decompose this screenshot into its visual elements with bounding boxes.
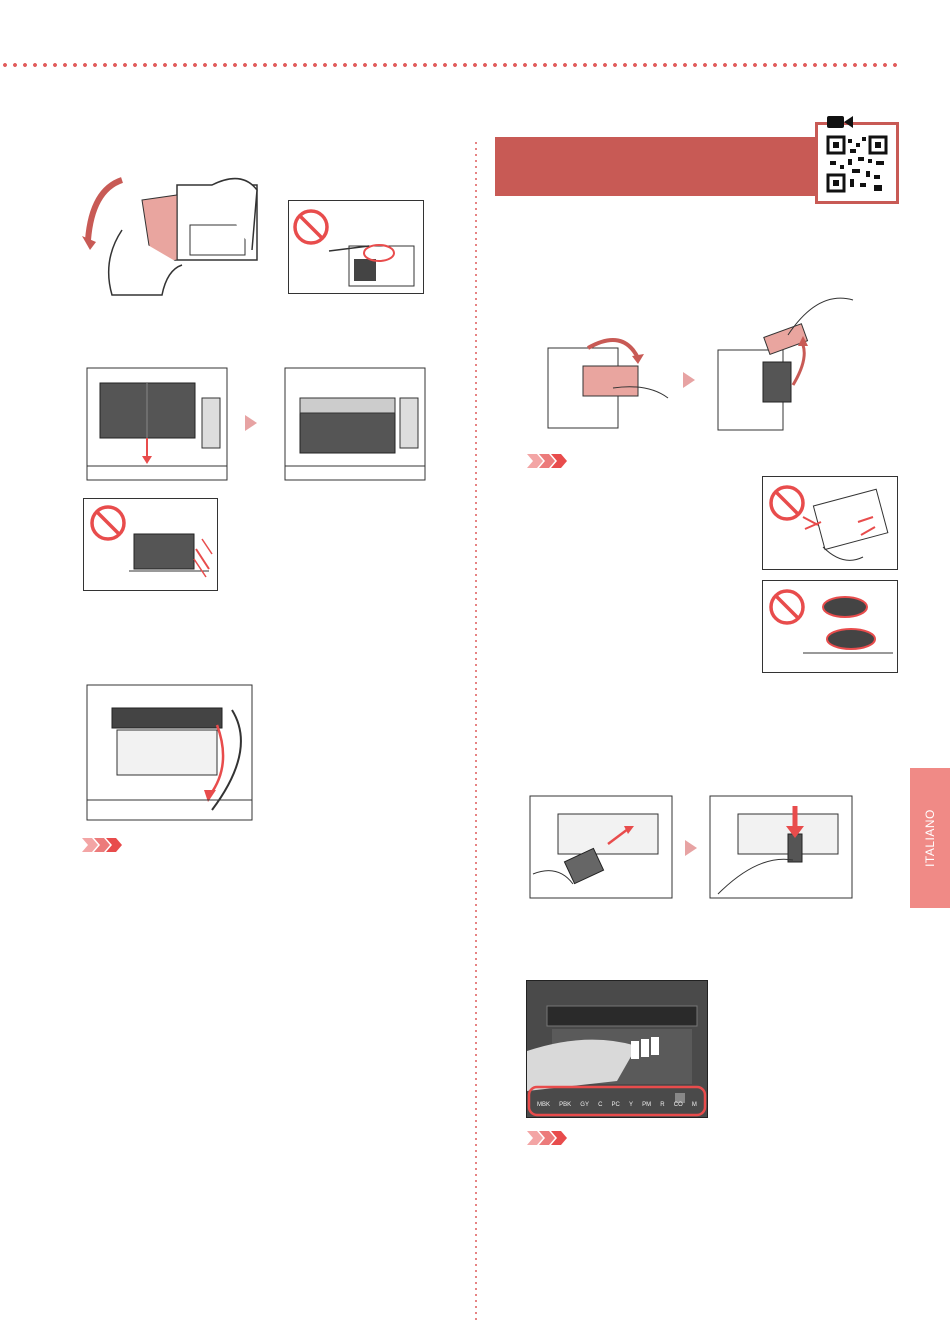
prohibited-icon: [763, 477, 897, 569]
ink-lamp-photo: [526, 980, 708, 1118]
language-side-tab[interactable]: [910, 768, 950, 908]
ink-label: C: [598, 1102, 603, 1108]
step-arrow-icon: [683, 372, 695, 388]
ink-label: M: [691, 1102, 697, 1108]
prohibited-panel-3: [762, 476, 898, 570]
caution-chevrons-icon: [527, 1131, 567, 1145]
section-header-bar: [495, 137, 815, 196]
caution-chevrons-icon: [527, 454, 567, 468]
ink-label: MBK: [537, 1102, 551, 1108]
qr-code-icon: [818, 125, 896, 201]
ink-label: PM: [642, 1102, 652, 1108]
qr-code-frame[interactable]: [815, 122, 899, 204]
caution-chevrons-icon: [82, 838, 122, 852]
ink-label: PC: [611, 1102, 620, 1108]
column-divider: [475, 140, 477, 1320]
carriage-cover-before-illustration: [82, 358, 232, 486]
ink-color-labels: [537, 1102, 697, 1108]
ink-tank-insert-illustration: [528, 794, 674, 900]
prohibited-panel-4: [762, 580, 898, 673]
top-dotted-rule: [0, 62, 900, 68]
carriage-cover-after-illustration: [280, 358, 430, 486]
ink-label: CO: [673, 1102, 683, 1108]
language-tab-label: ITALIANO: [923, 809, 937, 867]
print-head-lever-illustration: [82, 170, 262, 298]
prohibited-icon: [84, 499, 217, 590]
prohibited-icon: [289, 201, 423, 293]
step-arrow-icon: [685, 840, 697, 856]
ink-tank-tab-pull-illustration: [528, 328, 670, 434]
ink-label: R: [660, 1102, 665, 1108]
ink-label: Y: [629, 1102, 634, 1108]
prohibited-panel-1: [288, 200, 424, 294]
video-camera-icon: [826, 114, 854, 130]
step-arrow-icon: [245, 415, 257, 431]
carriage-lever-lower-illustration: [82, 670, 257, 825]
ink-tank-cap-remove-illustration: [708, 290, 856, 436]
prohibited-icon: [763, 581, 897, 672]
ink-label: PBK: [559, 1102, 572, 1108]
ink-tank-press-illustration: [708, 794, 854, 900]
ink-label: GY: [580, 1102, 589, 1108]
prohibited-panel-2: [83, 498, 218, 591]
